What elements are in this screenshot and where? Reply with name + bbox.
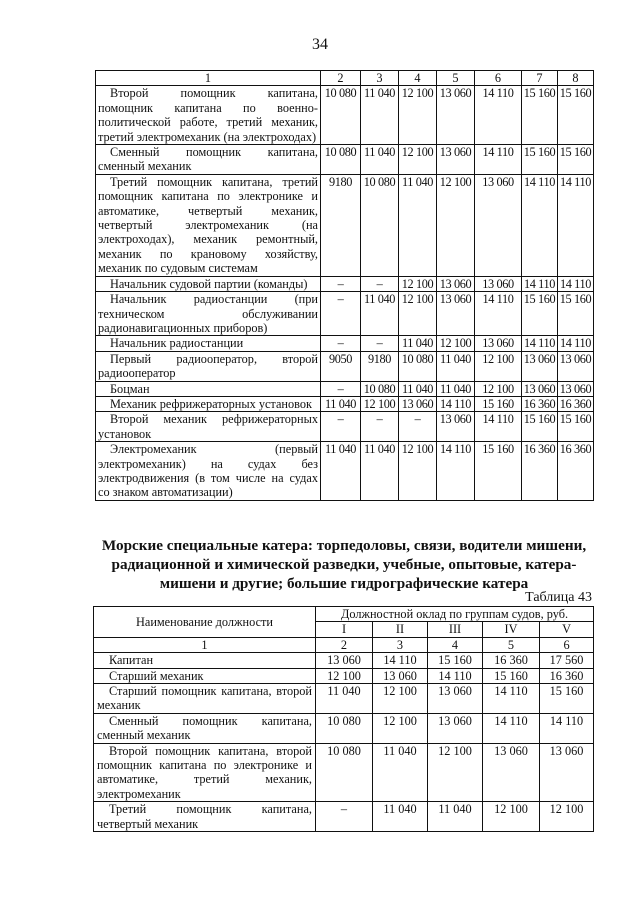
salary-cell: – xyxy=(316,802,373,832)
group-header: IV xyxy=(483,622,540,637)
salary-cell: – xyxy=(361,412,399,442)
table-row xyxy=(94,713,594,743)
position-name: Третий помощник капитана, третий помощник капитана по электронике и автоматике, четвертый механик, четвертый электромеханик (на электроходах), механик ремонтный, механик по крановому хозяйству, механик по судовым системам xyxy=(96,174,321,276)
table-row xyxy=(96,442,594,501)
salary-cell: 12 100 xyxy=(373,713,428,743)
position-name: Старший помощник капитана, второй механик xyxy=(94,684,316,714)
salary-cell: 11 040 xyxy=(437,381,475,396)
salary-cell: 14 110 xyxy=(483,713,540,743)
salary-cell: 10 080 xyxy=(316,713,373,743)
salary-cell: 11 040 xyxy=(428,802,483,832)
salary-cell: 13 060 xyxy=(558,381,594,396)
salary-cell: 9180 xyxy=(321,174,361,276)
salary-cell: 11 040 xyxy=(437,351,475,381)
column-number: 2 xyxy=(321,71,361,86)
salary-cell: 15 160 xyxy=(428,653,483,668)
position-name: Второй помощник капитана, второй помощник капитана по электронике и автоматике, третий механик, электромеханик xyxy=(94,743,316,802)
salary-cell: – xyxy=(321,412,361,442)
salary-cell: 12 100 xyxy=(361,396,399,411)
salary-cell: – xyxy=(321,381,361,396)
salary-cell: 10 080 xyxy=(361,381,399,396)
salary-cell: 11 040 xyxy=(361,86,399,145)
salary-cell: 10 080 xyxy=(399,351,437,381)
salary-cell: 9050 xyxy=(321,351,361,381)
salary-cell: – xyxy=(321,276,361,291)
table-row xyxy=(96,412,594,442)
position-name: Первый радиооператор, второй радиооператор xyxy=(96,351,321,381)
table-row xyxy=(96,276,594,291)
table-row xyxy=(96,396,594,411)
position-name: Начальник радиостанции (при техническом обслуживании радионавигационных приборов) xyxy=(96,292,321,336)
table-row xyxy=(94,743,594,802)
salary-cell: 17 560 xyxy=(540,653,594,668)
salary-cell: 13 060 xyxy=(475,276,522,291)
salary-cell: 13 060 xyxy=(475,336,522,351)
salary-cell: 16 360 xyxy=(540,668,594,683)
column-number: 3 xyxy=(361,71,399,86)
position-name: Электромеханик (первый электромеханик) на судах без электродвижения (в том числе на судах со знаком автоматизации) xyxy=(96,442,321,501)
column-number: 8 xyxy=(558,71,594,86)
salary-cell: 15 160 xyxy=(475,396,522,411)
table-row xyxy=(96,351,594,381)
column-number: 7 xyxy=(522,71,558,86)
salary-cell: 16 360 xyxy=(522,396,558,411)
position-name: Сменный помощник капитана, сменный механик xyxy=(94,713,316,743)
group-header: I xyxy=(316,622,373,637)
position-name: Третий помощник капитана, четвертый механик xyxy=(94,802,316,832)
salary-cell: 14 110 xyxy=(475,145,522,175)
salary-cell: 12 100 xyxy=(316,668,373,683)
salary-cell: 11 040 xyxy=(321,442,361,501)
salary-cell: 14 110 xyxy=(483,684,540,714)
page-number: 34 xyxy=(312,36,328,53)
salary-cell: 13 060 xyxy=(522,351,558,381)
column-number: 3 xyxy=(373,637,428,652)
group-header: V xyxy=(540,622,594,637)
salary-cell: 14 110 xyxy=(522,276,558,291)
salary-cell: 15 160 xyxy=(522,145,558,175)
position-name: Начальник радиостанции xyxy=(96,336,321,351)
salary-cell: 16 360 xyxy=(558,396,594,411)
salary-table-continued xyxy=(95,70,594,501)
salary-cell: 11 040 xyxy=(361,442,399,501)
table-row xyxy=(96,174,594,276)
position-name: Начальник судовой партии (команды) xyxy=(96,276,321,291)
salary-cell: 13 060 xyxy=(437,276,475,291)
salary-cell: 12 100 xyxy=(437,336,475,351)
salary-cell: 13 060 xyxy=(522,381,558,396)
salary-cell: 13 060 xyxy=(437,292,475,336)
salary-cell: 14 110 xyxy=(475,292,522,336)
table-row xyxy=(94,802,594,832)
salary-cell: 13 060 xyxy=(437,412,475,442)
salary-cell: 10 080 xyxy=(316,743,373,802)
salary-cell: 13 060 xyxy=(437,145,475,175)
salary-cell: 14 110 xyxy=(558,276,594,291)
salary-cell: 12 100 xyxy=(437,174,475,276)
salary-cell: 14 110 xyxy=(540,713,594,743)
salary-cell: 15 160 xyxy=(475,442,522,501)
table-header-row xyxy=(96,71,594,86)
column-header-position: Наименование должности xyxy=(94,607,316,638)
salary-cell: 16 360 xyxy=(522,442,558,501)
salary-cell: – xyxy=(321,336,361,351)
salary-cell: 15 160 xyxy=(522,86,558,145)
table-row xyxy=(96,145,594,175)
position-name: Второй механик рефрижераторных установок xyxy=(96,412,321,442)
table-row xyxy=(96,381,594,396)
salary-cell: 15 160 xyxy=(558,86,594,145)
salary-cell: 13 060 xyxy=(483,743,540,802)
position-name: Второй помощник капитана, помощник капитана по военно-политической работе, третий механик, третий электромеханик (на электроходах) xyxy=(96,86,321,145)
salary-cell: 15 160 xyxy=(522,412,558,442)
salary-cell: 12 100 xyxy=(428,743,483,802)
salary-cell: 11 040 xyxy=(361,145,399,175)
salary-cell: 11 040 xyxy=(399,174,437,276)
salary-cell: 10 080 xyxy=(361,174,399,276)
salary-cell: 12 100 xyxy=(373,684,428,714)
salary-cell: 14 110 xyxy=(437,442,475,501)
table-row xyxy=(96,292,594,336)
position-name: Старший механик xyxy=(94,668,316,683)
salary-cell: 15 160 xyxy=(558,412,594,442)
table-row xyxy=(96,86,594,145)
salary-cell: 13 060 xyxy=(428,713,483,743)
salary-cell: 13 060 xyxy=(437,86,475,145)
table-row xyxy=(96,336,594,351)
salary-cell: – xyxy=(399,412,437,442)
salary-cell: 12 100 xyxy=(399,86,437,145)
salary-cell: – xyxy=(361,336,399,351)
column-number: 5 xyxy=(437,71,475,86)
salary-cell: 11 040 xyxy=(399,336,437,351)
column-number: 4 xyxy=(399,71,437,86)
position-name: Капитан xyxy=(94,653,316,668)
group-header: II xyxy=(373,622,428,637)
column-header-salary: Должностной оклад по группам судов, руб. xyxy=(316,607,594,622)
salary-cell: 14 110 xyxy=(522,336,558,351)
salary-cell: 12 100 xyxy=(399,292,437,336)
salary-cell: 9180 xyxy=(361,351,399,381)
salary-cell: 14 110 xyxy=(475,86,522,145)
salary-cell: 16 360 xyxy=(483,653,540,668)
table-row xyxy=(94,653,594,668)
salary-cell: 13 060 xyxy=(558,351,594,381)
salary-cell: 15 160 xyxy=(483,668,540,683)
salary-cell: 10 080 xyxy=(321,145,361,175)
salary-cell: 14 110 xyxy=(558,174,594,276)
salary-cell: 12 100 xyxy=(540,802,594,832)
salary-cell: 13 060 xyxy=(399,396,437,411)
position-name: Боцман xyxy=(96,381,321,396)
table-label: Таблица 43 xyxy=(525,590,592,605)
salary-cell: 12 100 xyxy=(475,381,522,396)
position-name: Механик рефрижераторных установок xyxy=(96,396,321,411)
salary-cell: – xyxy=(361,276,399,291)
column-number: 6 xyxy=(540,637,594,652)
salary-cell: 13 060 xyxy=(540,743,594,802)
salary-cell: 14 110 xyxy=(522,174,558,276)
salary-cell: 15 160 xyxy=(540,684,594,714)
salary-cell: 13 060 xyxy=(475,174,522,276)
salary-table-43 xyxy=(93,606,594,832)
salary-cell: 14 110 xyxy=(373,653,428,668)
table-row xyxy=(94,684,594,714)
salary-cell: 13 060 xyxy=(316,653,373,668)
column-number: 2 xyxy=(316,637,373,652)
salary-cell: 10 080 xyxy=(321,86,361,145)
salary-cell: 14 110 xyxy=(558,336,594,351)
group-header: III xyxy=(428,622,483,637)
salary-cell: 14 110 xyxy=(437,396,475,411)
salary-cell: 12 100 xyxy=(483,802,540,832)
salary-cell: 12 100 xyxy=(399,145,437,175)
column-number: 4 xyxy=(428,637,483,652)
column-number: 5 xyxy=(483,637,540,652)
salary-cell: 13 060 xyxy=(428,684,483,714)
salary-cell: 14 110 xyxy=(428,668,483,683)
salary-cell: 13 060 xyxy=(373,668,428,683)
salary-cell: 11 040 xyxy=(316,684,373,714)
salary-cell: 11 040 xyxy=(361,292,399,336)
position-name: Сменный помощник капитана, сменный механик xyxy=(96,145,321,175)
salary-cell: 12 100 xyxy=(399,442,437,501)
section-heading: Морские специальные катера: торпедоловы, связи, водители мишени, радиационной и химической разведки, учебные, опытовые, катера-мишени и другие; большие гидрографические катера xyxy=(101,537,587,592)
salary-cell: 15 160 xyxy=(522,292,558,336)
table-row xyxy=(94,668,594,683)
column-number: 1 xyxy=(96,71,321,86)
column-number: 1 xyxy=(94,637,316,652)
salary-cell: 16 360 xyxy=(558,442,594,501)
salary-cell: 15 160 xyxy=(558,145,594,175)
salary-cell: 14 110 xyxy=(475,412,522,442)
salary-cell: 11 040 xyxy=(399,381,437,396)
salary-cell: 11 040 xyxy=(321,396,361,411)
salary-cell: 11 040 xyxy=(373,802,428,832)
salary-cell: – xyxy=(321,292,361,336)
column-number: 6 xyxy=(475,71,522,86)
salary-cell: 11 040 xyxy=(373,743,428,802)
salary-cell: 12 100 xyxy=(399,276,437,291)
salary-cell: 15 160 xyxy=(558,292,594,336)
salary-cell: 12 100 xyxy=(475,351,522,381)
